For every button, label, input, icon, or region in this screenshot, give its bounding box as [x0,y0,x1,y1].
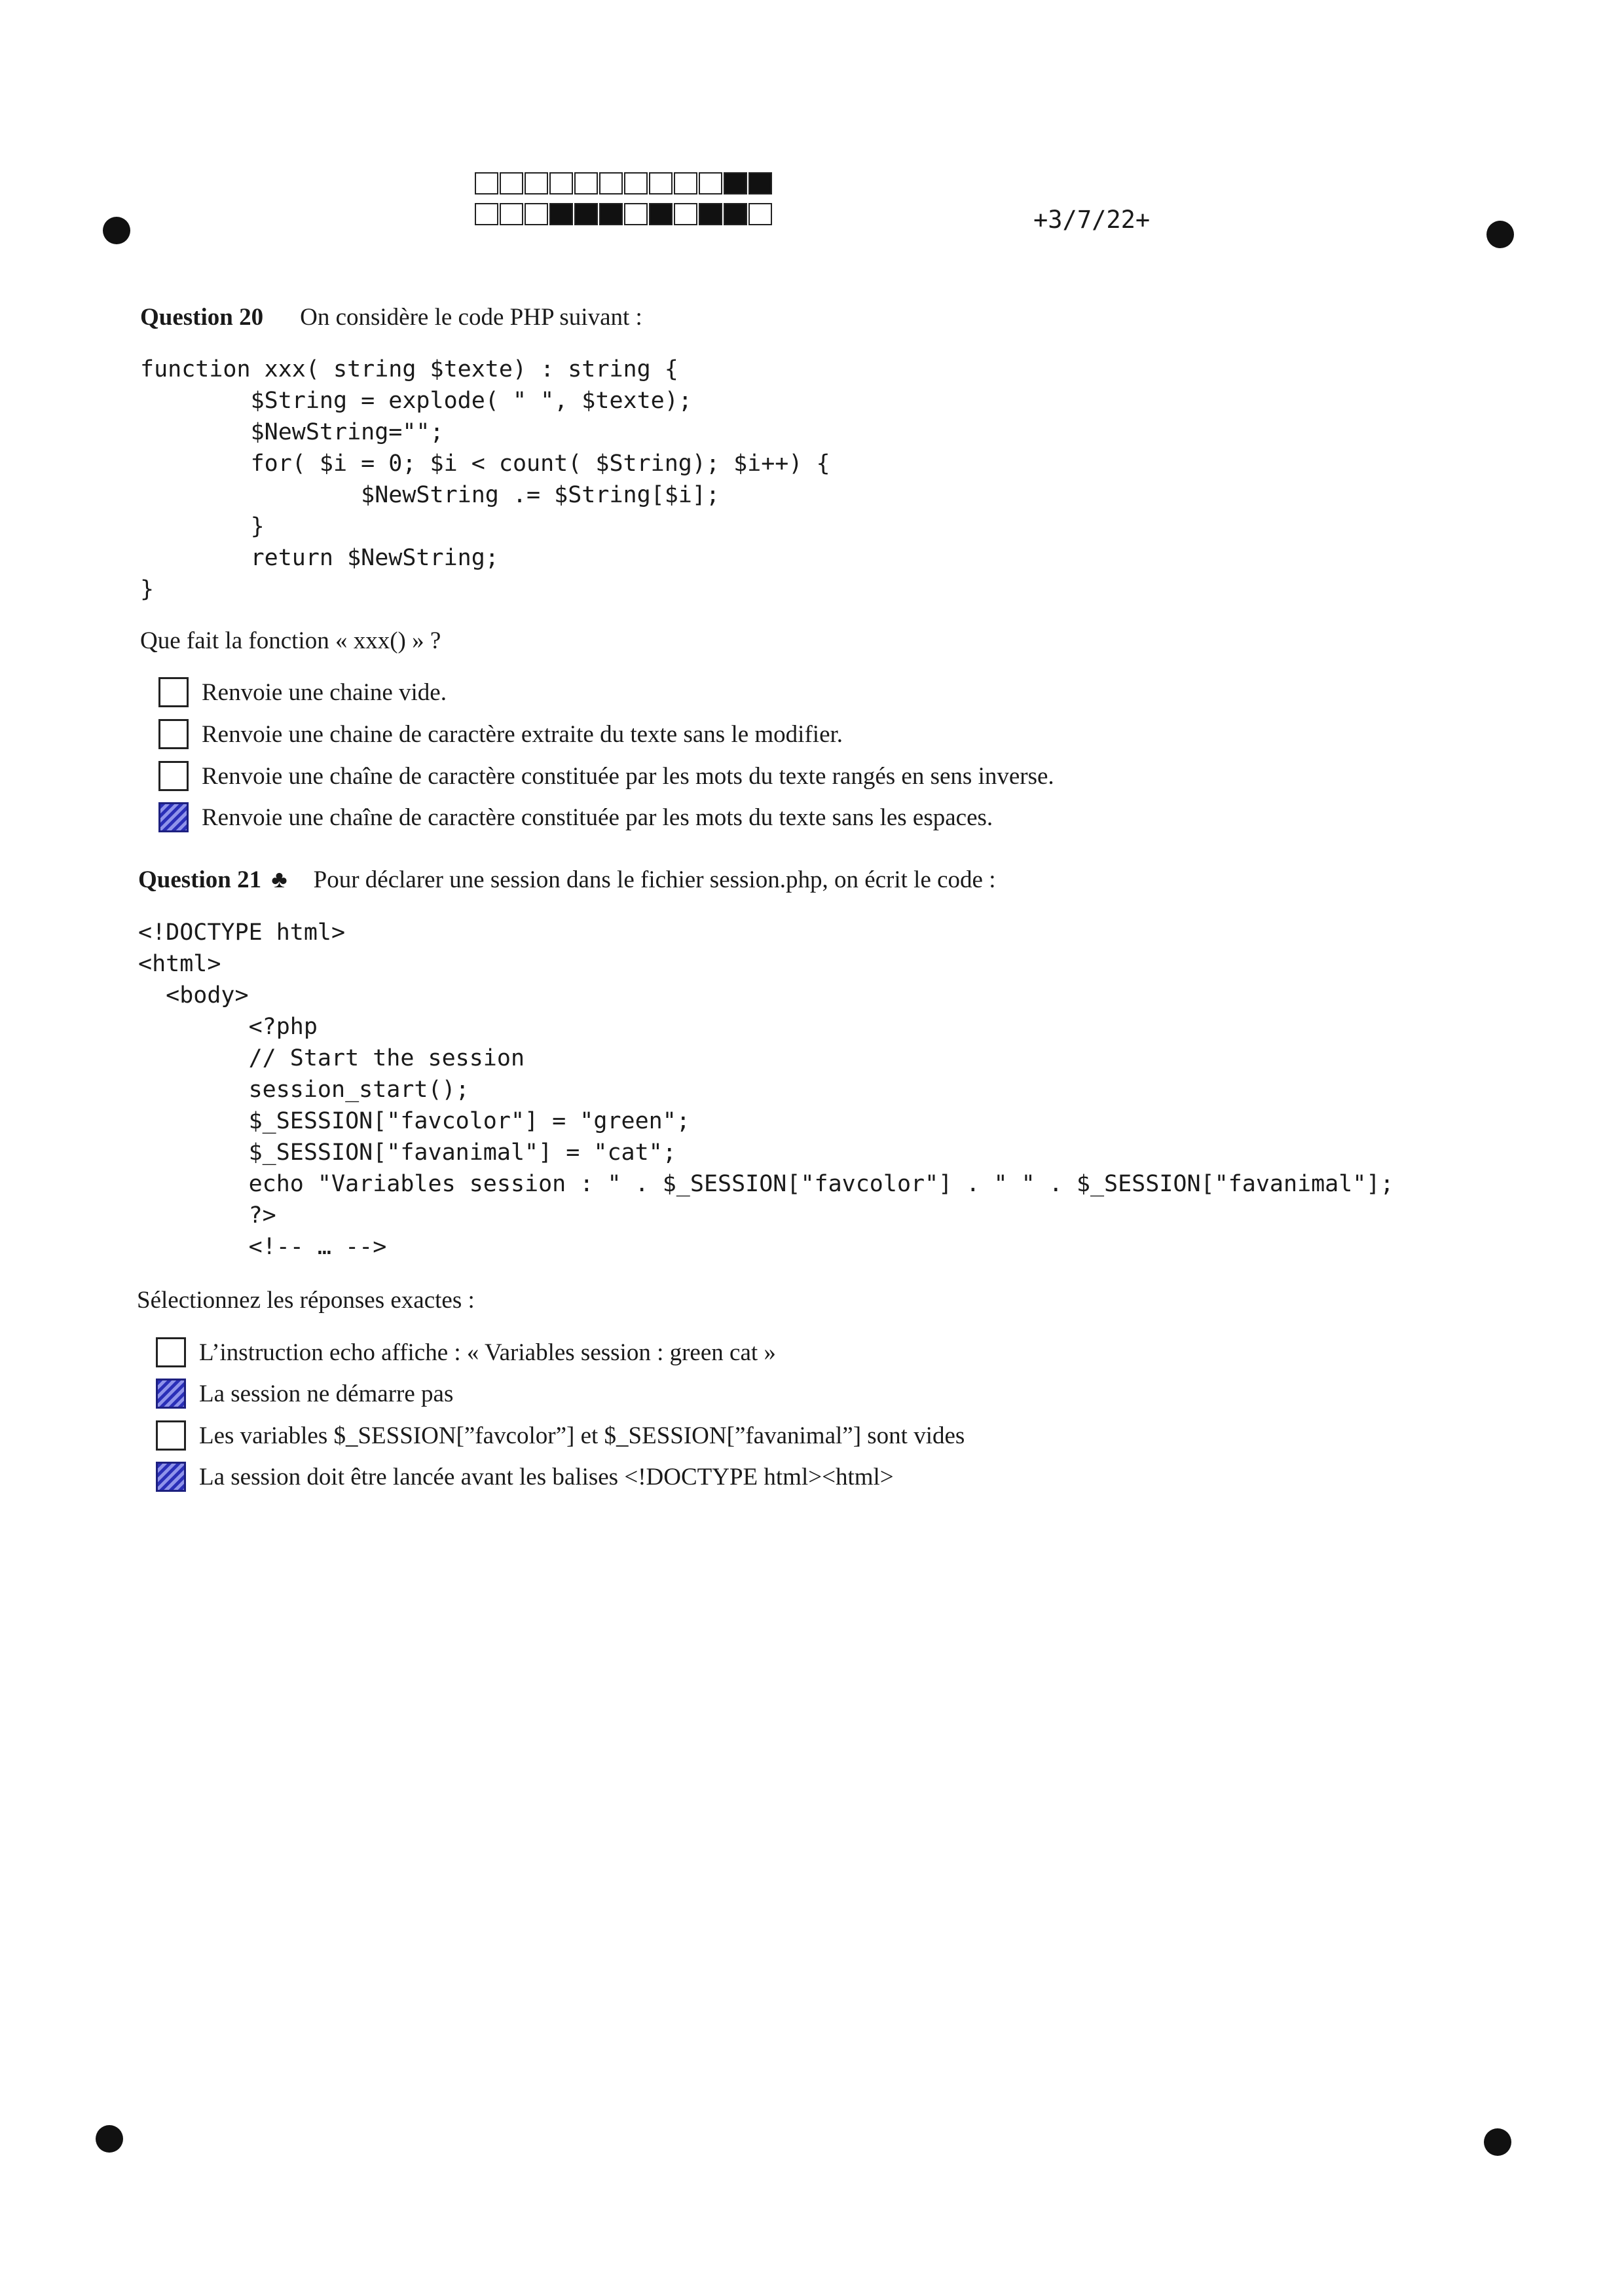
question-label: Question 20 [140,304,264,331]
checked-checkbox[interactable] [156,1379,186,1409]
barcode-cell [674,172,697,194]
page-barcode-row-2 [475,203,773,227]
answer-choice-label: La session doit être lancée avant les balises <!DOCTYPE html><html> [199,1463,894,1491]
checkbox[interactable] [158,677,189,707]
answer-choice-label: La session ne démarre pas [199,1380,454,1407]
answer-choice[interactable] [158,719,843,749]
answer-choice[interactable] [156,1337,776,1367]
answer-choice[interactable] [156,1462,894,1492]
barcode-cell [500,203,523,225]
barcode-cell [500,172,523,194]
checkbox[interactable] [158,761,189,791]
answer-choice-label: Renvoie une chaine de caractère extraite du texte sans le modifier. [202,720,843,748]
barcode-cell [475,172,498,194]
barcode-cell [748,203,772,225]
question-label: Question 21 [138,866,262,893]
corner-mark-bottom-left [96,2125,123,2153]
answer-choice[interactable] [158,677,447,707]
corner-mark-bottom-right [1484,2128,1511,2156]
multiple-answer-club-icon: ♣ [271,866,287,893]
barcode-cell [624,203,648,225]
barcode-cell [525,172,548,194]
barcode-cell [599,172,623,194]
answer-choice[interactable] [156,1420,965,1451]
question-prompt: Sélectionnez les réponses exactes : [137,1287,475,1314]
answer-choice-label: Renvoie une chaîne de caractère constituée par les mots du texte rangés en sens inverse. [202,762,1054,790]
barcode-cell [624,172,648,194]
checkbox[interactable] [158,719,189,749]
page-identifier: +3/7/22+ [1033,206,1151,234]
barcode-cell [525,203,548,225]
question-20-header [140,303,642,331]
barcode-cell [599,203,623,225]
barcode-cell [649,203,673,225]
barcode-cell [549,203,573,225]
answer-choice-label: Renvoie une chaine vide. [202,678,447,706]
code-block-q21: <!DOCTYPE html> <html> <body> <?php // Start the session session_start(); $_SESSION["favcolor"] = "green"; $_SESSION["favanimal"] = "cat"; echo "Variables session : " . $_SESSION["favcolor"] . " " . $_SESSION["favanimal"]; ?> <!-- … --> [138,919,1394,1260]
question-text: Pour déclarer une session dans le fichier session.php, on écrit le code : [313,866,996,893]
question-21-header [138,866,996,894]
barcode-cell [549,172,573,194]
checked-checkbox[interactable] [156,1462,186,1492]
answer-choice-label: L’instruction echo affiche : « Variables session : green cat » [199,1339,776,1366]
answer-choice[interactable] [158,761,1054,791]
barcode-cell [475,203,498,225]
answer-choice[interactable] [158,802,993,832]
barcode-cell [699,203,722,225]
answer-choice-label: Les variables $_SESSION[”favcolor”] et $_SESSION[”favanimal”] sont vides [199,1422,965,1449]
question-text: On considère le code PHP suivant : [300,304,642,331]
corner-mark-top-right [1486,221,1514,248]
page-barcode-row-1 [475,172,773,196]
barcode-cell [748,172,772,194]
barcode-cell [699,172,722,194]
answer-choice-label: Renvoie une chaîne de caractère constituée par les mots du texte sans les espaces. [202,804,993,831]
answer-choice[interactable] [156,1379,453,1409]
barcode-cell [724,203,747,225]
barcode-cell [724,172,747,194]
barcode-cell [674,203,697,225]
barcode-cell [649,172,673,194]
corner-mark-top-left [103,217,130,244]
barcode-cell [574,172,598,194]
code-block-q20: function xxx( string $texte) : string { $String = explode( " ", $texte); $NewString=""; for( $i = 0; $i < count( $String); $i++) { $NewString .= $String[$i]; } return $NewString; } [140,356,830,602]
checked-checkbox[interactable] [158,802,189,832]
question-prompt: Que fait la fonction « xxx() » ? [140,627,441,654]
barcode-cell [574,203,598,225]
checkbox[interactable] [156,1337,186,1367]
checkbox[interactable] [156,1420,186,1451]
